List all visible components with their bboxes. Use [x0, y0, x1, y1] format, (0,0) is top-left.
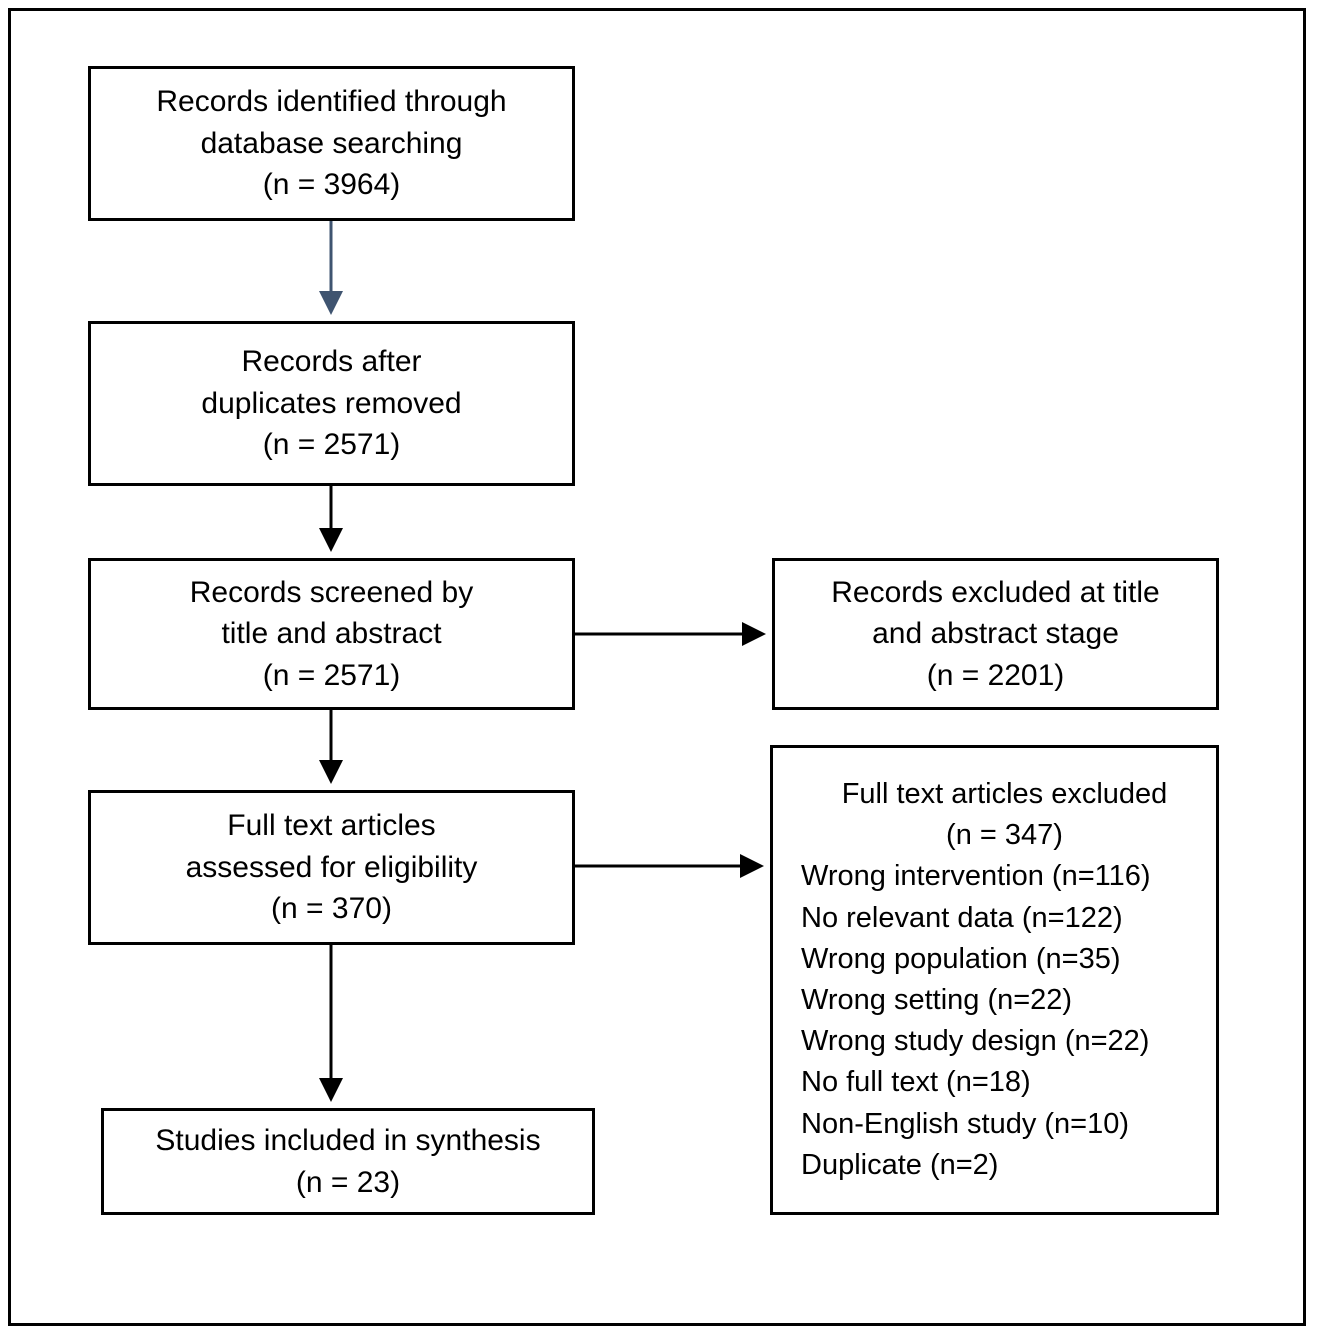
node-line: and abstract stage: [872, 617, 1119, 651]
node-line: Records after: [241, 345, 422, 379]
node-line: Records screened by: [189, 575, 474, 609]
node-records-screened: [88, 558, 575, 710]
node-count: (n = 23): [295, 1165, 401, 1199]
node-count: (n = 3964): [262, 168, 401, 202]
node-count: (n = 370): [271, 892, 392, 926]
node-records-excluded-title-abstract: [772, 558, 1219, 710]
exclusion-reason: Wrong population (n=35): [801, 942, 1121, 975]
node-line: Records excluded at title: [831, 575, 1160, 609]
exclusion-reason: No relevant data (n=122): [801, 901, 1123, 934]
node-line: database searching: [200, 126, 463, 160]
node-studies-included: [101, 1108, 595, 1215]
node-full-text-excluded: [770, 745, 1219, 1215]
node-count: (n = 2571): [262, 428, 401, 462]
exclusion-reason: Wrong setting (n=22): [801, 984, 1073, 1016]
node-count: (n = 2201): [926, 658, 1065, 692]
node-line: assessed for eligibility: [185, 850, 478, 884]
exclusion-reason: No full text (n=18): [801, 1066, 1031, 1099]
node-count: (n = 2571): [262, 658, 401, 692]
node-line: Records identified through: [156, 85, 507, 119]
node-line: Full text articles: [227, 809, 436, 843]
node-records-identified: [88, 66, 575, 221]
node-line: duplicates removed: [201, 386, 462, 420]
node-records-after-duplicates-removed: [88, 321, 575, 486]
node-line: Full text articles excluded: [841, 778, 1168, 811]
node-line: Studies included in synthesis: [155, 1124, 541, 1158]
node-line: title and abstract: [221, 617, 442, 651]
exclusion-reason: Non-English study (n=10): [801, 1107, 1130, 1140]
exclusion-reason: Wrong intervention (n=116): [801, 860, 1151, 893]
exclusion-reason: Duplicate (n=2): [801, 1148, 999, 1181]
node-count: (n = 347): [946, 819, 1063, 852]
exclusion-reason: Wrong study design (n=22): [801, 1025, 1150, 1058]
node-full-text-assessed: [88, 790, 575, 945]
